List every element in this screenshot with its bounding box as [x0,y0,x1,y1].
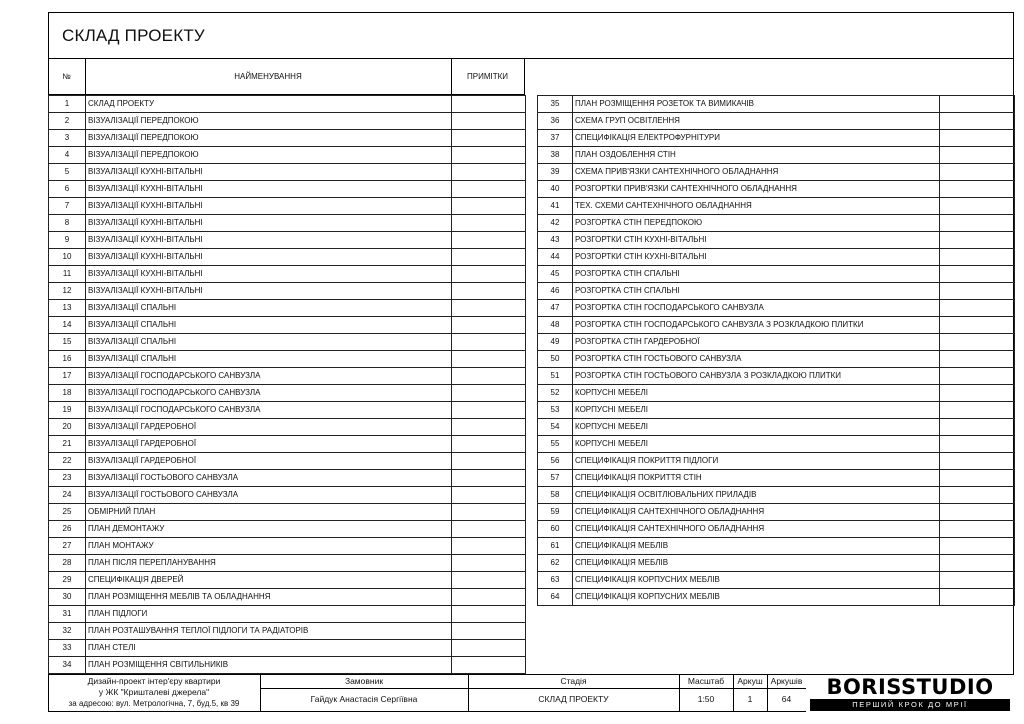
row-notes [940,453,1015,470]
row-number: 11 [49,266,86,283]
row-notes [940,198,1015,215]
row-name: ВІЗУАЛІЗАЦІЇ СПАЛЬНІ [86,300,452,317]
row-name: ВІЗУАЛІЗАЦІЇ КУХНІ-ВІТАЛЬНІ [86,266,452,283]
row-notes [452,436,526,453]
row-number: 18 [49,385,86,402]
table-row [49,487,526,504]
row-name: ВІЗУАЛІЗАЦІЇ ГОСПОДАРСЬКОГО САНВУЗЛА [86,402,452,419]
row-number: 3 [49,130,86,147]
row-notes [452,368,526,385]
row-number: 35 [538,96,573,113]
table-row [538,317,1015,334]
header-notes: ПРИМІТКИ [466,72,509,81]
table-row [538,113,1015,130]
table-row [49,368,526,385]
row-name: РОЗГОРТКА СТІН СПАЛЬНІ [573,283,940,300]
table-row [538,487,1015,504]
row-number: 23 [49,470,86,487]
row-name: ОБМІРНИЙ ПЛАН [86,504,452,521]
table-row [49,249,526,266]
row-name: ВІЗУАЛІЗАЦІЇ СПАЛЬНІ [86,334,452,351]
row-number: 7 [49,198,86,215]
row-notes [452,470,526,487]
row-number: 31 [49,606,86,623]
table-row [49,436,526,453]
table-row [538,555,1015,572]
table-row [538,96,1015,113]
row-number: 2 [49,113,86,130]
row-number: 26 [49,521,86,538]
header-right-edge [524,58,525,94]
row-notes [452,402,526,419]
table-row [538,504,1015,521]
row-notes [452,657,526,674]
row-notes [940,368,1015,385]
row-name: СПЕЦИФІКАЦІЯ ОСВІТЛЮВАЛЬНИХ ПРИЛАДІВ [573,487,940,504]
row-notes [940,215,1015,232]
row-name: ВІЗУАЛІЗАЦІЇ СПАЛЬНІ [86,317,452,334]
table-row [538,470,1015,487]
table-row [538,283,1015,300]
table-row [49,504,526,521]
header-name: НАЙМЕНУВАННЯ [234,72,302,81]
row-name: ПЛАН РОЗТАШУВАННЯ ТЕПЛОЇ ПІДЛОГИ ТА РАДІАТОРІВ [86,623,452,640]
stage-value: СКЛАД ПРОЕКТУ [538,694,609,704]
row-number: 59 [538,504,573,521]
row-name: ВІЗУАЛІЗАЦІЇ ГАРДЕРОБНОЇ [86,436,452,453]
sheet-value: 1 [747,694,753,704]
row-number: 52 [538,385,573,402]
row-number: 56 [538,453,573,470]
row-name: ПЛАН ПІСЛЯ ПЕРЕПЛАНУВАННЯ [86,555,452,572]
row-name: ПЛАН РОЗМІЩЕННЯ СВІТИЛЬНИКІВ [86,657,452,674]
row-name: ВІЗУАЛІЗАЦІЇ ГОСПОДАРСЬКОГО САНВУЗЛА [86,368,452,385]
row-name: СПЕЦИФІКАЦІЯ САНТЕХНІЧНОГО ОБЛАДНАННЯ [573,521,940,538]
table-row [538,181,1015,198]
row-notes [452,164,526,181]
row-name: КОРПУСНІ МЕБЕЛІ [573,436,940,453]
row-number: 60 [538,521,573,538]
table-row [538,589,1015,606]
row-name: ПЛАН ПІДЛОГИ [86,606,452,623]
row-number: 25 [49,504,86,521]
table-row [49,198,526,215]
table-row [49,334,526,351]
row-number: 22 [49,453,86,470]
table-row [49,181,526,198]
row-name: ВІЗУАЛІЗАЦІЇ ГОСТЬОВОГО САНВУЗЛА [86,487,452,504]
row-number: 46 [538,283,573,300]
row-number: 43 [538,232,573,249]
row-notes [452,113,526,130]
row-number: 14 [49,317,86,334]
row-number: 62 [538,555,573,572]
scale-value: 1:50 [697,694,715,704]
row-notes [452,419,526,436]
row-name: ВІЗУАЛІЗАЦІЇ СПАЛЬНІ [86,351,452,368]
row-name: РОЗГОРТКИ СТІН КУХНІ-ВІТАЛЬНІ [573,232,940,249]
table-row [49,453,526,470]
row-notes [452,232,526,249]
row-name: ПЛАН РОЗМІЩЕННЯ МЕБЛІВ ТА ОБЛАДНАННЯ [86,589,452,606]
table-row [538,232,1015,249]
table-row [538,198,1015,215]
row-number: 37 [538,130,573,147]
row-name: ВІЗУАЛІЗАЦІЇ КУХНІ-ВІТАЛЬНІ [86,198,452,215]
table-row [538,572,1015,589]
table-row [49,589,526,606]
table-row [538,266,1015,283]
row-name: РОЗГОРТКА СТІН ГОСТЬОВОГО САНВУЗЛА З РОЗКЛАДКОЮ ПЛИТКИ [573,368,940,385]
table-row [49,215,526,232]
row-number: 48 [538,317,573,334]
stage-label: Стадія [560,676,587,686]
row-notes [452,487,526,504]
row-name: ВІЗУАЛІЗАЦІЇ ПЕРЕДПОКОЮ [86,113,452,130]
row-notes [452,351,526,368]
table-row [538,130,1015,147]
table-row [49,640,526,657]
row-number: 44 [538,249,573,266]
table-row [538,300,1015,317]
row-notes [452,589,526,606]
row-notes [452,147,526,164]
row-name: РОЗГОРТКИ ПРИВ'ЯЗКИ САНТЕХНІЧНОГО ОБЛАДНАННЯ [573,181,940,198]
row-name: ВІЗУАЛІЗАЦІЇ КУХНІ-ВІТАЛЬНІ [86,181,452,198]
row-number: 9 [49,232,86,249]
row-notes [940,351,1015,368]
row-notes [452,96,526,113]
table-row [49,555,526,572]
table-row [49,351,526,368]
row-number: 15 [49,334,86,351]
row-name: ВІЗУАЛІЗАЦІЇ КУХНІ-ВІТАЛЬНІ [86,164,452,181]
row-notes [940,266,1015,283]
table-row [49,606,526,623]
row-notes [940,470,1015,487]
row-number: 55 [538,436,573,453]
row-name: ВІЗУАЛІЗАЦІЇ ГАРДЕРОБНОЇ [86,453,452,470]
table-row [49,521,526,538]
row-notes [452,249,526,266]
row-notes [940,555,1015,572]
table-row [538,402,1015,419]
row-name: СПЕЦИФІКАЦІЯ САНТЕХНІЧНОГО ОБЛАДНАННЯ [573,504,940,521]
row-number: 16 [49,351,86,368]
row-notes [940,504,1015,521]
row-notes [452,334,526,351]
row-name: КОРПУСНІ МЕБЕЛІ [573,402,940,419]
row-notes [452,215,526,232]
row-name: ПЛАН ОЗДОБЛЕННЯ СТІН [573,147,940,164]
title-block-mid [260,688,806,689]
logo-wordmark: BORISSTUDIO [826,675,994,699]
row-notes [940,317,1015,334]
table-row [538,215,1015,232]
table-row [49,385,526,402]
row-number: 13 [49,300,86,317]
row-number: 32 [49,623,86,640]
row-notes [452,130,526,147]
row-notes [452,623,526,640]
sheet-label: Аркуш [737,676,763,686]
row-notes [452,198,526,215]
row-notes [940,572,1015,589]
row-notes [940,96,1015,113]
row-name: РОЗГОРТКА СТІН СПАЛЬНІ [573,266,940,283]
row-name: ВІЗУАЛІЗАЦІЇ ПЕРЕДПОКОЮ [86,130,452,147]
client-label: Замовник [344,676,384,686]
table-row [538,368,1015,385]
client-value: Гайдук Анастасія Сергіївна [310,694,418,704]
row-notes [940,164,1015,181]
row-notes [452,572,526,589]
table-row [49,113,526,130]
row-name: СПЕЦИФІКАЦІЯ ПОКРИТТЯ СТІН [573,470,940,487]
row-name: ПЛАН СТЕЛІ [86,640,452,657]
row-number: 10 [49,249,86,266]
row-number: 63 [538,572,573,589]
row-number: 6 [49,181,86,198]
row-name: ТЕХ. СХЕМИ САНТЕХНІЧНОГО ОБЛАДНАННЯ [573,198,940,215]
table-row [49,402,526,419]
table-row [538,147,1015,164]
row-number: 29 [49,572,86,589]
row-number: 4 [49,147,86,164]
table-row [49,317,526,334]
table-row [538,334,1015,351]
row-notes [452,504,526,521]
borisstudio-logo [806,675,1014,712]
row-number: 39 [538,164,573,181]
row-name: СХЕМА ПРИВ'ЯЗКИ САНТЕХНІЧНОГО ОБЛАДНАННЯ [573,164,940,181]
row-name: СПЕЦИФІКАЦІЯ ПОКРИТТЯ ПІДЛОГИ [573,453,940,470]
logo-tagline: ПЕРШИЙ КРОК ДО МРІЇ [810,699,1010,711]
row-name: СПЕЦИФІКАЦІЯ МЕБЛІВ [573,555,940,572]
project-line-2: у ЖК "Кришталеві джерела" [98,687,210,697]
row-number: 21 [49,436,86,453]
row-number: 53 [538,402,573,419]
sheets-label: Аркушів [770,676,803,686]
row-notes [940,538,1015,555]
row-notes [940,113,1015,130]
row-name: ВІЗУАЛІЗАЦІЇ ГАРДЕРОБНОЇ [86,419,452,436]
row-name: КОРПУСНІ МЕБЕЛІ [573,385,940,402]
row-name: СКЛАД ПРОЕКТУ [86,96,452,113]
row-notes [452,385,526,402]
row-notes [940,419,1015,436]
row-number: 45 [538,266,573,283]
table-row [49,164,526,181]
row-notes [940,487,1015,504]
row-notes [452,521,526,538]
row-number: 61 [538,538,573,555]
row-notes [940,521,1015,538]
row-notes [940,334,1015,351]
row-number: 64 [538,589,573,606]
row-name: СПЕЦИФІКАЦІЯ ЕЛЕКТРОФУРНІТУРИ [573,130,940,147]
table-row [49,147,526,164]
row-name: ВІЗУАЛІЗАЦІЇ КУХНІ-ВІТАЛЬНІ [86,215,452,232]
project-line-1: Дизайн-проект інтер'єру квартири [87,676,221,686]
table-row [49,96,526,113]
row-name: ПЛАН МОНТАЖУ [86,538,452,555]
row-notes [940,589,1015,606]
table-row [49,419,526,436]
row-number: 20 [49,419,86,436]
row-number: 1 [49,96,86,113]
row-name: ПЛАН РОЗМІЩЕННЯ РОЗЕТОК ТА ВИМИКАЧІВ [573,96,940,113]
row-name: РОЗГОРТКА СТІН ГОСПОДАРСЬКОГО САНВУЗЛА З РОЗКЛАДКОЮ ПЛИТКИ [573,317,940,334]
table-row [49,538,526,555]
row-name: СХЕМА ГРУП ОСВІТЛЕННЯ [573,113,940,130]
row-number: 30 [49,589,86,606]
table-row [49,572,526,589]
row-notes [452,266,526,283]
row-notes [452,640,526,657]
table-row [538,521,1015,538]
row-notes [452,453,526,470]
sheets-value: 64 [781,694,792,704]
row-name: РОЗГОРТКА СТІН ГОСПОДАРСЬКОГО САНВУЗЛА [573,300,940,317]
row-number: 57 [538,470,573,487]
row-name: СПЕЦИФІКАЦІЯ КОРПУСНИХ МЕБЛІВ [573,589,940,606]
row-name: ВІЗУАЛІЗАЦІЇ ГОСПОДАРСЬКОГО САНВУЗЛА [86,385,452,402]
right-contents-table [537,95,1015,606]
row-number: 51 [538,368,573,385]
row-number: 38 [538,147,573,164]
table-row [538,419,1015,436]
row-notes [940,436,1015,453]
table-row [49,657,526,674]
table-row [538,453,1015,470]
row-number: 19 [49,402,86,419]
row-notes [452,555,526,572]
row-notes [452,606,526,623]
row-number: 47 [538,300,573,317]
row-name: ВІЗУАЛІЗАЦІЇ КУХНІ-ВІТАЛЬНІ [86,232,452,249]
row-notes [940,232,1015,249]
table-row [538,538,1015,555]
row-notes [940,249,1015,266]
row-notes [940,300,1015,317]
row-name: ВІЗУАЛІЗАЦІЇ ГОСТЬОВОГО САНВУЗЛА [86,470,452,487]
row-notes [940,283,1015,300]
row-notes [452,181,526,198]
row-number: 41 [538,198,573,215]
row-name: ВІЗУАЛІЗАЦІЇ КУХНІ-ВІТАЛЬНІ [86,249,452,266]
row-number: 49 [538,334,573,351]
table-row [49,283,526,300]
table-row [538,164,1015,181]
row-number: 58 [538,487,573,504]
row-name: СПЕЦИФІКАЦІЯ МЕБЛІВ [573,538,940,555]
row-number: 8 [49,215,86,232]
row-name: РОЗГОРТКА СТІН ГАРДЕРОБНОЇ [573,334,940,351]
left-contents-table [48,95,526,674]
table-row [49,130,526,147]
row-number: 12 [49,283,86,300]
row-number: 54 [538,419,573,436]
row-name: СПЕЦИФІКАЦІЯ КОРПУСНИХ МЕБЛІВ [573,572,940,589]
row-name: РОЗГОРТКА СТІН ПЕРЕДПОКОЮ [573,215,940,232]
title-divider [48,58,1014,59]
table-row [538,385,1015,402]
table-row [538,351,1015,368]
row-number: 50 [538,351,573,368]
row-notes [940,130,1015,147]
row-name: СПЕЦИФІКАЦІЯ ДВЕРЕЙ [86,572,452,589]
row-name: РОЗГОРТКИ СТІН КУХНІ-ВІТАЛЬНІ [573,249,940,266]
table-row [49,266,526,283]
row-notes [452,283,526,300]
row-name: ВІЗУАЛІЗАЦІЇ КУХНІ-ВІТАЛЬНІ [86,283,452,300]
row-notes [940,181,1015,198]
project-line-3: за адресою: вул. Метрологічна, 7, буд.5, кв 39 [68,699,240,708]
row-name: ВІЗУАЛІЗАЦІЇ ПЕРЕДПОКОЮ [86,147,452,164]
row-name: РОЗГОРТКА СТІН ГОСТЬОВОГО САНВУЗЛА [573,351,940,368]
project-description [48,676,260,709]
table-row [538,249,1015,266]
row-notes [452,538,526,555]
row-number: 17 [49,368,86,385]
row-number: 34 [49,657,86,674]
row-number: 28 [49,555,86,572]
row-notes [940,147,1015,164]
table-row [538,436,1015,453]
row-name: ПЛАН ДЕМОНТАЖУ [86,521,452,538]
page-title: СКЛАД ПРОЕКТУ [62,26,205,45]
row-name: КОРПУСНІ МЕБЕЛІ [573,419,940,436]
row-number: 33 [49,640,86,657]
table-row [49,623,526,640]
table-row [49,232,526,249]
row-notes [940,402,1015,419]
scale-label: Масштаб [687,676,725,686]
row-number: 5 [49,164,86,181]
row-notes [452,317,526,334]
row-notes [452,300,526,317]
table-row [49,470,526,487]
header-num: № [62,72,71,81]
row-notes [940,385,1015,402]
row-number: 36 [538,113,573,130]
row-number: 42 [538,215,573,232]
row-number: 27 [49,538,86,555]
row-number: 24 [49,487,86,504]
row-number: 40 [538,181,573,198]
table-row [49,300,526,317]
